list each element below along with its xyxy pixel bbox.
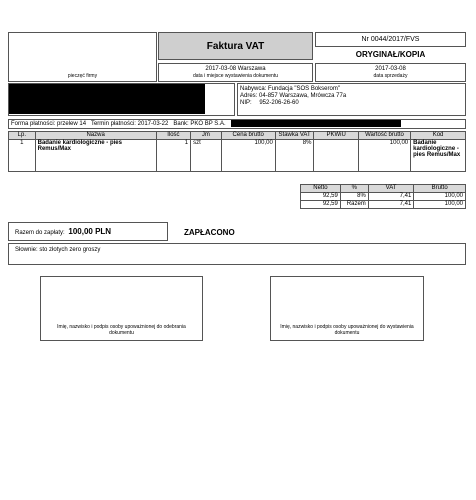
buyer-name-label: Nabywca: (240, 86, 267, 92)
col-qty: Ilość (156, 132, 191, 140)
seller-details-box (8, 83, 235, 116)
item-name: Badanie kardiologiczne - pies Remus/Max (35, 140, 156, 172)
total-label: Razem do zapłaty: (15, 230, 65, 236)
col-code: Kod (411, 132, 466, 140)
summary-net: 92,59 (301, 193, 341, 201)
table-row (9, 140, 466, 172)
summary-col-rate: % (340, 185, 368, 193)
payment-form-label: Forma płatności: (11, 121, 56, 128)
col-price: Cena brutto (221, 132, 275, 140)
buyer-nip: 952-206-26-60 (259, 100, 299, 106)
buyer-name-line (240, 86, 463, 93)
item-code: Badanie kardiologiczne - pies Remus/Max (411, 140, 466, 172)
copy-label: ORYGINAŁ/KOPIA (355, 50, 426, 59)
vat-summary-table (300, 184, 466, 209)
buyer-address: 04-857 Warszawa, Mrówcza 77a (259, 93, 347, 99)
signature-receiver-box (40, 276, 203, 341)
amount-in-words (8, 243, 466, 265)
sale-date-box (315, 63, 466, 82)
item-lp: 1 (9, 140, 36, 172)
col-unit: Jm (191, 132, 222, 140)
summary-gross: 100,00 (414, 193, 466, 201)
table-row (301, 201, 466, 209)
buyer-nip-line (240, 100, 463, 107)
buyer-nip-label: NIP: (240, 100, 252, 106)
summary-rate: 8% (340, 193, 368, 201)
payment-due: 2017-03-22 (137, 121, 169, 128)
item-pkwiu (314, 140, 358, 172)
summary-header-row (301, 185, 466, 193)
sale-date-caption: data sprzedaży (373, 73, 408, 79)
buyer-address-line (240, 93, 463, 100)
buyer-box (237, 83, 466, 116)
buyer-address-label: Adres: (240, 93, 258, 99)
summary-col-net: Netto (301, 185, 341, 193)
summary-vat: 7,41 (368, 193, 414, 201)
document-title-text: Faktura VAT (206, 40, 265, 52)
item-price: 100,00 (221, 140, 275, 172)
payment-info (8, 119, 466, 129)
issue-date-value: 2017-03-08 Warszawa (205, 66, 266, 72)
table-row (301, 193, 466, 201)
item-qty: 1 (156, 140, 191, 172)
signature-issuer-caption: Imię, nazwisko i podpis osoby upoważnionej do wystawienia dokumentu (280, 324, 414, 336)
document-title (158, 32, 313, 60)
item-value: 100,00 (358, 140, 410, 172)
redacted-account-number (231, 120, 401, 127)
words-label: Słownie: (15, 247, 38, 253)
signature-issuer-box (270, 276, 424, 341)
bank-name: PKO BP S.A. (190, 121, 226, 128)
signature-receiver-caption: Imię, nazwisko i podpis osoby upoważnionej do odebrania dokumentu (57, 324, 186, 336)
summary-total-gross: 100,00 (414, 201, 466, 209)
item-vat: 8% (275, 140, 314, 172)
total-value: 100,00 PLN (68, 227, 112, 236)
words-value: sto złotych zero groszy (39, 247, 101, 253)
issue-date-box (158, 63, 313, 82)
summary-col-gross: Brutto (414, 185, 466, 193)
invoice-number-text: Nr 0044/2017/FVS (361, 36, 420, 43)
invoice-number (315, 32, 466, 47)
summary-total-label: Razem (340, 201, 368, 209)
col-name: Nazwa (35, 132, 156, 140)
seller-stamp-box (8, 32, 157, 82)
paid-label: ZAPŁACONO (184, 228, 235, 237)
items-header-row (9, 132, 466, 140)
buyer-name: Fundacja "SOS Bokserom" (268, 86, 340, 92)
issue-date-caption: data i miejsce wystawienia dokumentu (192, 73, 279, 79)
summary-total-net: 92,59 (301, 201, 341, 209)
bank-label: Bank: (173, 121, 189, 128)
col-vat: Stawka VAT (275, 132, 314, 140)
redacted-seller-info (9, 84, 205, 114)
payment-due-label: Termin płatności: (90, 121, 136, 128)
summary-col-vat: VAT (368, 185, 414, 193)
sale-date-value: 2017-03-08 (375, 66, 406, 72)
total-box (8, 222, 168, 241)
col-lp: Lp. (9, 132, 36, 140)
seller-stamp-caption: pieczęć firmy (67, 73, 98, 79)
item-unit: szt (191, 140, 222, 172)
summary-total-vat: 7,41 (368, 201, 414, 209)
items-table (8, 131, 466, 172)
col-value: Wartość brutto (358, 132, 410, 140)
col-pkwiu: PKWiU (314, 132, 358, 140)
payment-form: przelew 14 (57, 121, 87, 128)
